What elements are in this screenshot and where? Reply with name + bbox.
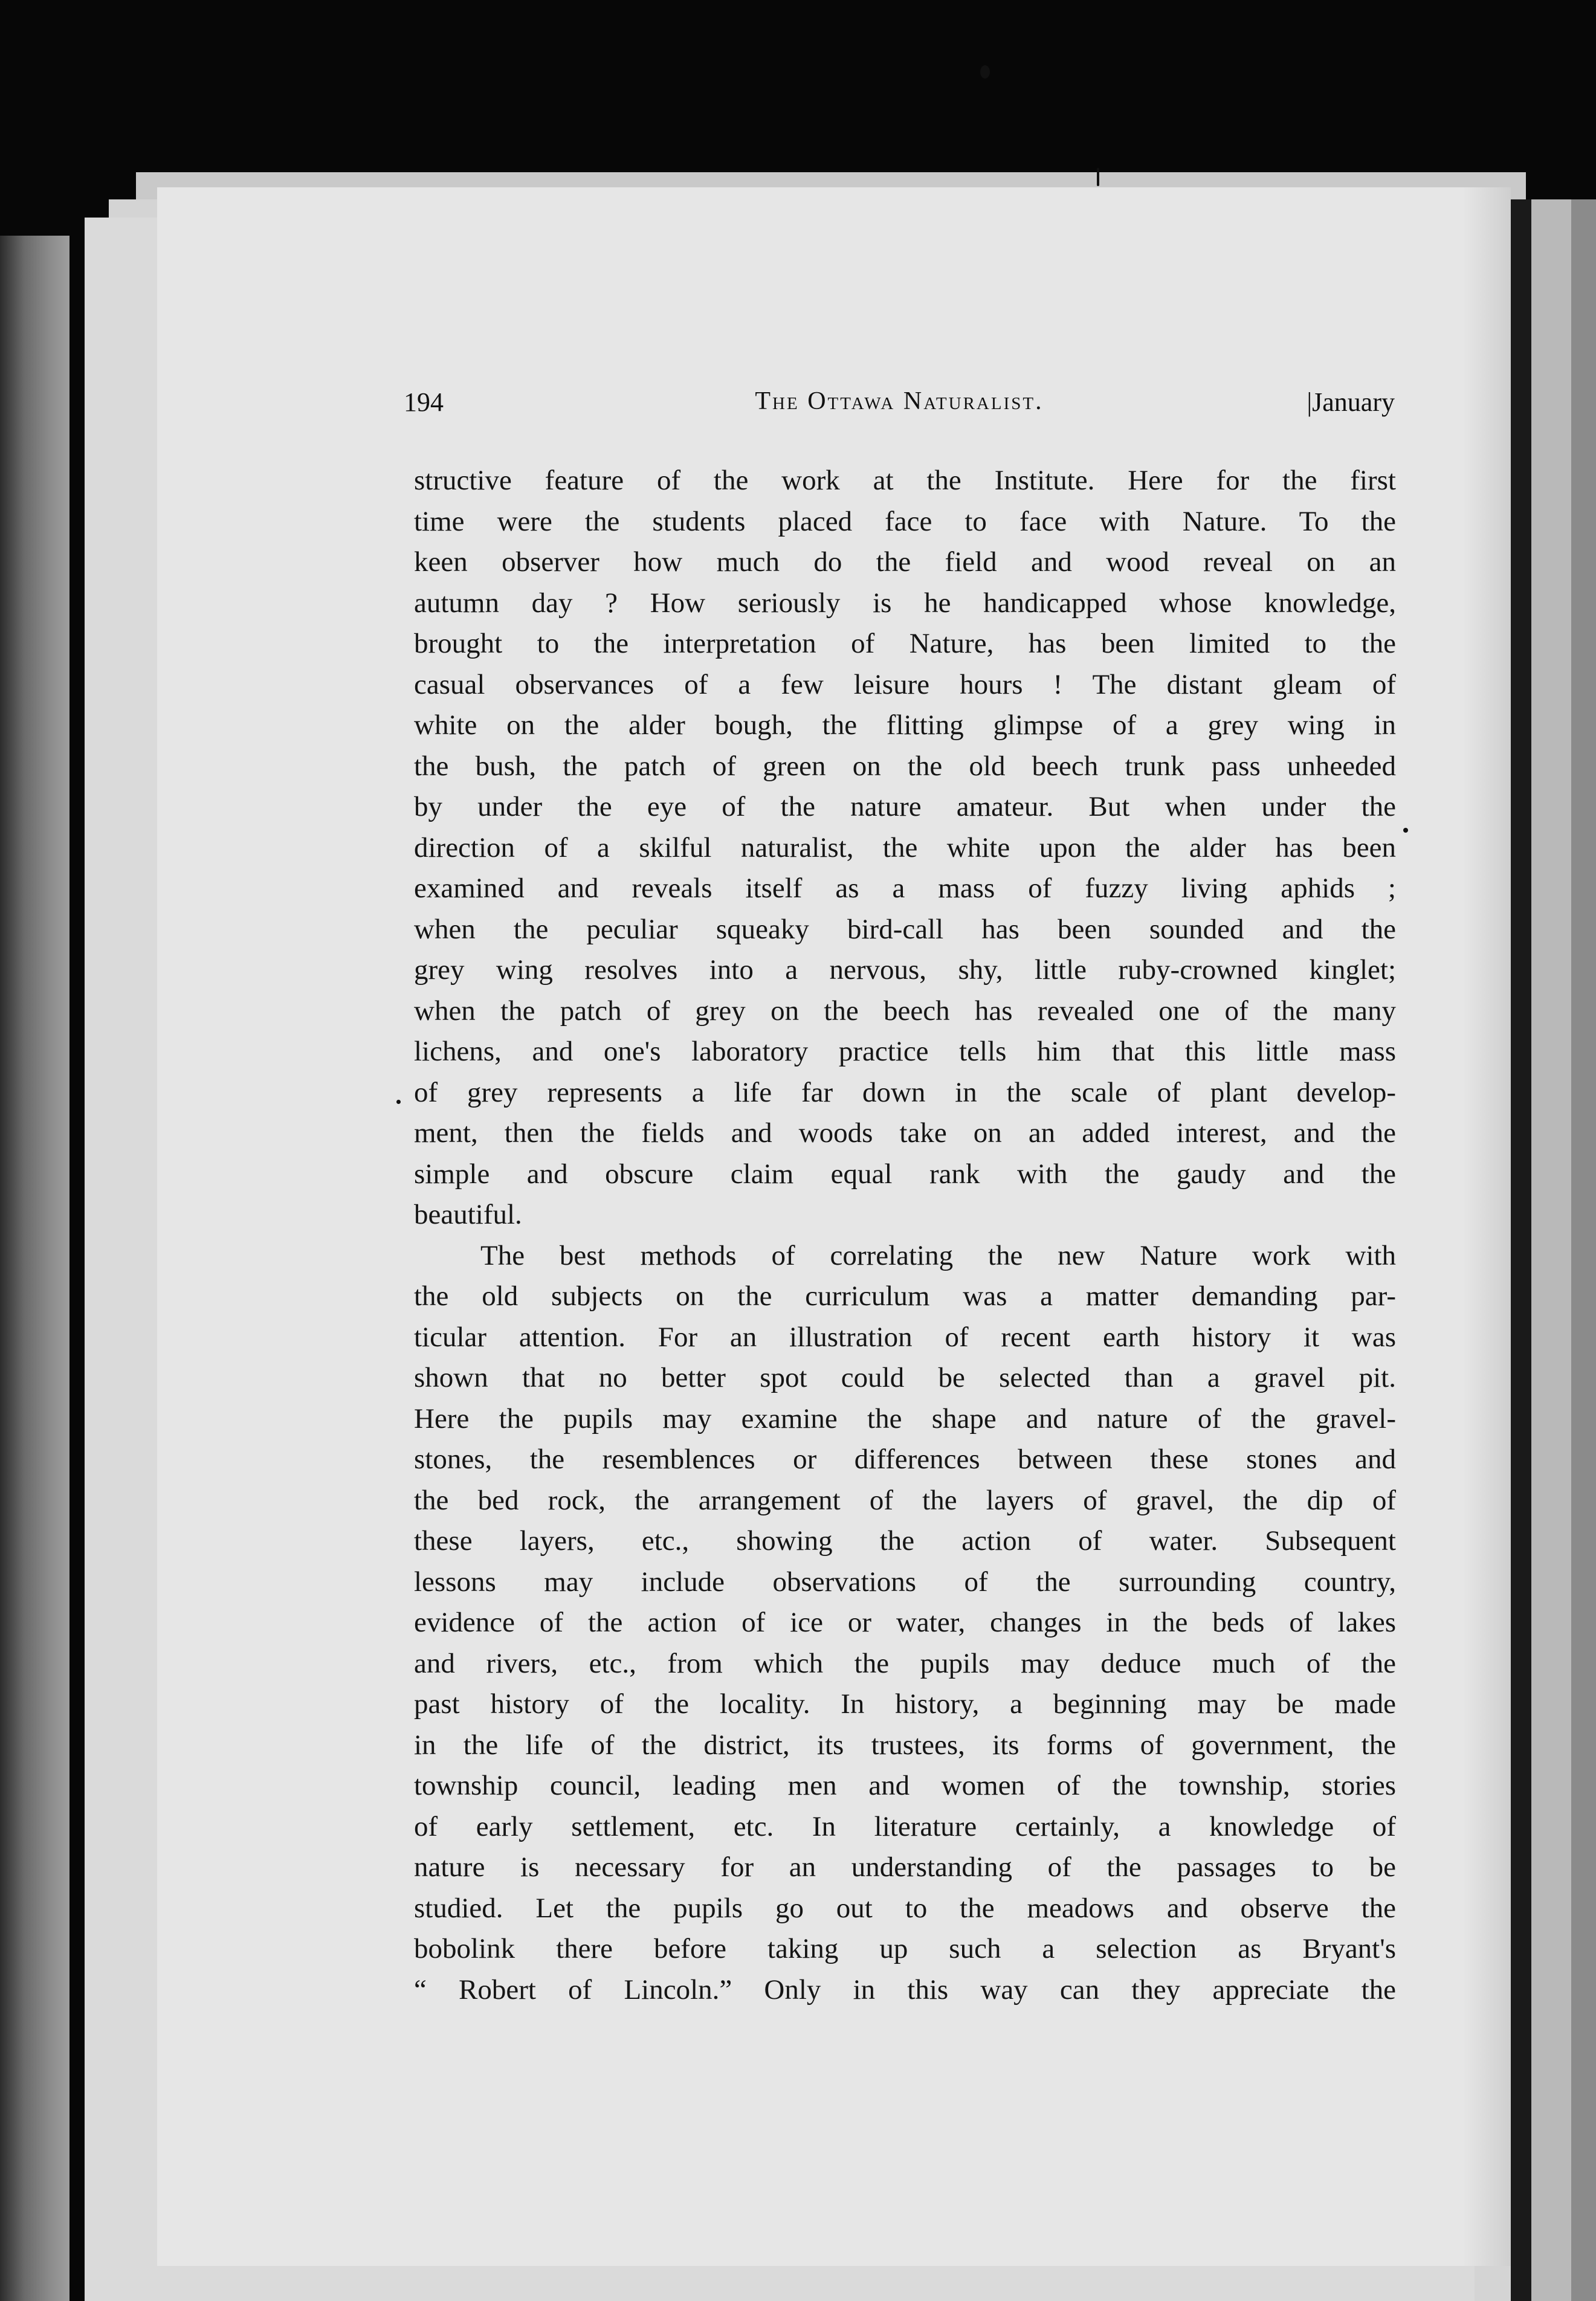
paragraph-first-line: The best methods of correlating the new Nature work with — [480, 1239, 1396, 1271]
text-line: the bed rock, the arrangement of the layers of gravel, the dip of — [414, 1484, 1396, 1516]
text-line: Here the pupils may examine the shape and nature of the gravel- — [414, 1402, 1396, 1434]
text-line: past history of the locality. In history, a beginning may be made — [414, 1688, 1396, 1720]
page-number: 194 — [404, 387, 444, 417]
text-line: bobolink there before taking up such a selection as Bryant's — [414, 1933, 1396, 1964]
text-line: direction of a skilful naturalist, the white upon the alder has been — [414, 831, 1396, 863]
text-line: evidence of the action of ice or water, changes in the beds of lakes — [414, 1607, 1396, 1638]
text-line: simple and obscure claim equal rank with the gaudy and the — [414, 1158, 1396, 1190]
text-line: keen observer how much do the field and wood reveal on an — [414, 546, 1396, 578]
text-line: structive feature of the work at the Institute. Here for the first — [414, 465, 1396, 496]
scan-speck — [1403, 828, 1408, 833]
text-line: stones, the resemblences or differences between these stones and — [414, 1444, 1396, 1475]
text-line: these layers, etc., showing the action of water. Subsequent — [414, 1525, 1396, 1557]
text-line: beautiful. — [414, 1199, 522, 1230]
text-line: grey wing resolves into a nervous, shy, little ruby-crowned kinglet; — [414, 954, 1396, 986]
text-line: ticular attention. For an illustration of recent earth history it was — [414, 1321, 1396, 1353]
issue-month: |January — [1307, 387, 1395, 417]
scan-speck — [980, 65, 990, 79]
text-line: by under the eye of the nature amateur. But when under the — [414, 791, 1396, 822]
article-body — [414, 460, 1396, 2010]
text-line: the bush, the patch of green on the old beech trunk pass unheeded — [414, 750, 1396, 782]
text-line: “ Robert of Lincoln.” Only in this way can they appreciate the — [414, 1973, 1396, 2006]
text-line: when the patch of grey on the beech has revealed one of the many — [414, 995, 1396, 1027]
text-line: the old subjects on the curriculum was a matter demanding par- — [414, 1280, 1396, 1312]
text-line: examined and reveals itself as a mass of fuzzy living aphids ; — [414, 873, 1396, 904]
text-line: lichens, and one's laboratory practice tells him that this little mass — [414, 1036, 1396, 1067]
text-line: ment, then the fields and woods take on an added interest, and the — [414, 1117, 1396, 1149]
text-line: township council, leading men and women of the township, stories — [414, 1770, 1396, 1801]
book-left-edge — [0, 236, 69, 2301]
text-line: white on the alder bough, the flitting glimpse of a grey wing in — [414, 709, 1396, 741]
text-line: brought to the interpretation of Nature, has been limited to the — [414, 628, 1396, 659]
text-line: in the life of the district, its trustees, its forms of government, the — [414, 1729, 1396, 1761]
text-line: studied. Let the pupils go out to the meadows and observe the — [414, 1892, 1396, 1924]
text-line: of grey represents a life far down in the scale of plant develop- — [414, 1076, 1396, 1108]
text-line: when the peculiar squeaky bird-call has been sounded and the — [414, 913, 1396, 945]
page-shadow — [1462, 187, 1511, 2266]
text-line: time were the students placed face to face with Nature. To the — [414, 505, 1396, 537]
book-right-edge — [1511, 199, 1531, 2301]
text-line: casual observances of a few leisure hours ! The distant gleam of — [414, 668, 1396, 700]
text-line: of early settlement, etc. In literature certainly, a knowledge of — [414, 1810, 1396, 1842]
journal-title: The Ottawa Naturalist. — [755, 387, 1044, 415]
scan-speck — [396, 1100, 401, 1104]
book-right-edge-strip — [1571, 199, 1596, 2301]
text-line: and rivers, etc., from which the pupils may deduce much of the — [414, 1647, 1396, 1679]
running-header — [404, 387, 1395, 435]
scan-speck — [1097, 168, 1099, 186]
text-line: autumn day ? How seriously is he handicapped whose knowledge, — [414, 587, 1396, 619]
text-line: shown that no better spot could be selected than a gravel pit. — [414, 1362, 1396, 1393]
text-line: lessons may include observations of the surrounding country, — [414, 1566, 1396, 1598]
text-line: nature is necessary for an understanding of the passages to be — [414, 1851, 1396, 1883]
